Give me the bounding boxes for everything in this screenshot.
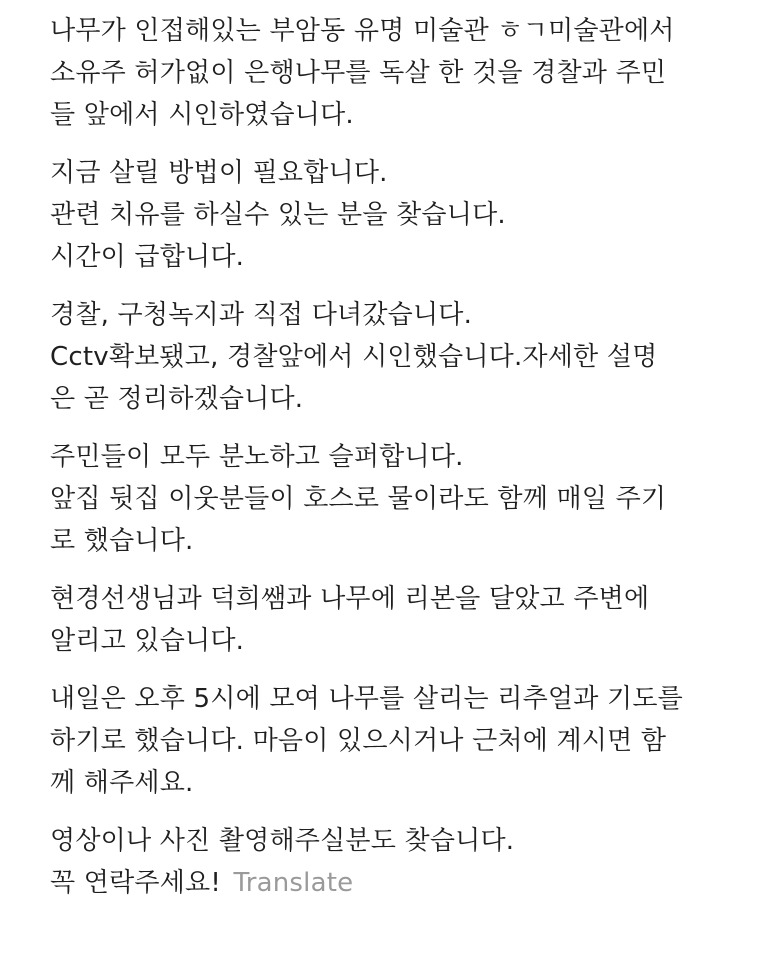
text-line: 소유주 허가없이 은행나무를 독살 한 것을 경찰과 주민 — [50, 58, 667, 88]
paragraph-5 — [50, 578, 725, 662]
text-line: 하기로 했습니다. 마음이 있으시거나 근처에 계시면 함 — [50, 726, 667, 756]
text-line-last — [50, 862, 725, 904]
translate-link[interactable]: Translate — [233, 868, 354, 898]
paragraph-7 — [50, 820, 725, 904]
text-line: 내일은 오후 5시에 모여 나무를 살리는 리추얼과 기도를 — [50, 684, 683, 714]
text-line: 들 앞에서 시인하였습니다. — [50, 100, 354, 130]
paragraph-6 — [50, 678, 725, 804]
text-line: 께 해주세요. — [50, 768, 194, 798]
paragraph-4 — [50, 436, 725, 562]
text-line: 현경선생님과 덕희쌤과 나무에 리본을 달았고 주변에 — [50, 584, 650, 614]
text-line: 앞집 뒷집 이웃분들이 호스로 물이라도 함께 매일 주기 — [50, 484, 667, 514]
text-line: 나무가 인접해있는 부암동 유명 미술관 ㅎㄱ미술관에서 — [50, 16, 675, 46]
text-line: 알리고 있습니다. — [50, 626, 245, 656]
text-line: 관련 치유를 하실수 있는 분을 찾습니다. — [50, 200, 506, 230]
text-line-last-text: 꼭 연락주세요! — [50, 868, 221, 898]
text-line: 주민들이 모두 분노하고 슬퍼합니다. — [50, 442, 464, 472]
paragraph-3 — [50, 294, 725, 420]
text-line: 시간이 급합니다. — [50, 242, 245, 272]
text-line: 은 곧 정리하겠습니다. — [50, 384, 304, 414]
paragraph-2 — [50, 152, 725, 278]
text-line: 로 했습니다. — [50, 526, 194, 556]
text-line: 영상이나 사진 촬영해주실분도 찾습니다. — [50, 826, 515, 856]
text-line: 경찰, 구청녹지과 직접 다녀갔습니다. — [50, 300, 473, 330]
text-line: 지금 살릴 방법이 필요합니다. — [50, 158, 388, 188]
paragraph-1 — [50, 10, 725, 136]
text-line: Cctv확보됐고, 경찰앞에서 시인했습니다.자세한 설명 — [50, 342, 658, 372]
